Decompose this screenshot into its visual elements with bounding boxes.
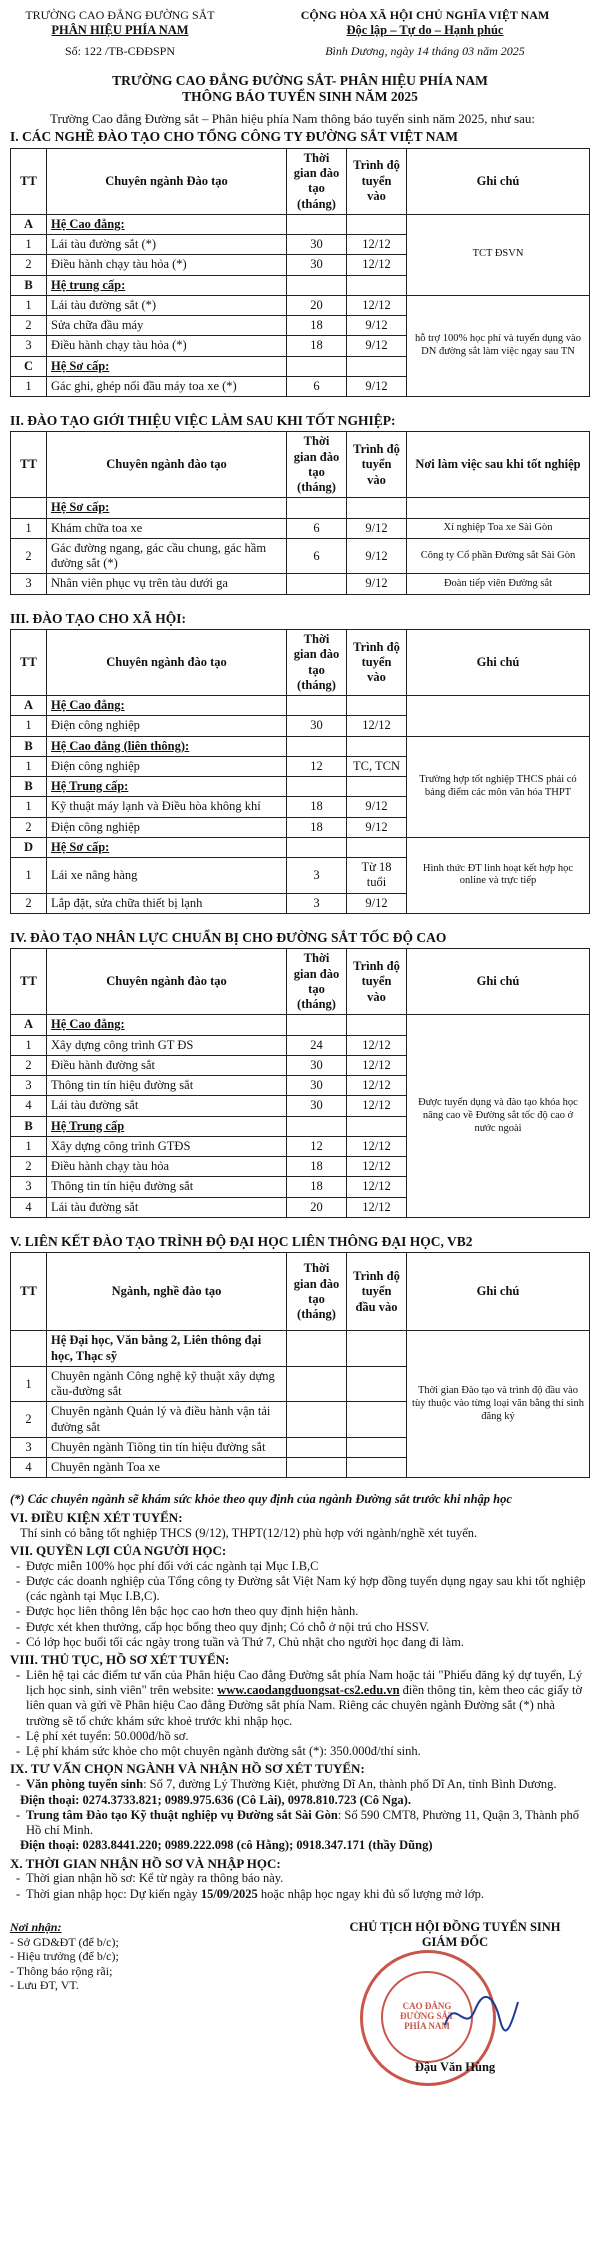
section-5-heading: V. LIÊN KẾT ĐÀO TẠO TRÌNH ĐỘ ĐẠI HỌC LIÊN THÔNG ĐẠI HỌC, VB2 xyxy=(10,1233,473,1249)
table-row xyxy=(11,538,590,574)
table-row xyxy=(11,574,590,594)
row-number: 4 xyxy=(11,1197,47,1217)
entry-level xyxy=(347,837,407,857)
table-header-row xyxy=(11,949,590,1015)
document-header xyxy=(10,8,590,59)
section-1-table xyxy=(10,148,590,397)
section-4-table xyxy=(10,948,590,1218)
program-name: Hệ Cao đẳng: xyxy=(47,1015,287,1035)
row-number: 3 xyxy=(11,1177,47,1197)
duration-months: 18 xyxy=(287,316,347,336)
entry-level: 12/12 xyxy=(347,716,407,736)
section-10 xyxy=(10,1856,590,1902)
row-number: 1 xyxy=(11,235,47,255)
recipient-item: - Sở GD&ĐT (để b/c); xyxy=(10,1934,119,1949)
col-header: Chuyên ngành đào tạo xyxy=(47,630,287,696)
row-number: 1 xyxy=(11,1035,47,1055)
program-name: Hệ trung cấp: xyxy=(47,275,287,295)
office-phone xyxy=(10,1793,590,1808)
section-6-heading: VI. ĐIỀU KIỆN XÉT TUYỂN: xyxy=(10,1509,183,1525)
row-number: A xyxy=(11,696,47,716)
duration-months: 24 xyxy=(287,1035,347,1055)
program-name: Thông tin tín hiệu đường sắt xyxy=(47,1177,287,1197)
center-phone xyxy=(10,1838,590,1853)
program-name: Hệ Sơ cấp: xyxy=(47,837,287,857)
signer-block xyxy=(320,1919,590,2074)
entry-level: 12/12 xyxy=(347,1055,407,1075)
duration-months: 3 xyxy=(287,858,347,894)
section-4-heading: IV. ĐÀO TẠO NHÂN LỰC CHUẨN BỊ CHO ĐƯỜNG SẮT TỐC ĐỘ CAO xyxy=(10,929,447,945)
duration-months: 30 xyxy=(287,716,347,736)
list-item: - Có lớp học buổi tối các ngày trong tuần và Thứ 7, Chủ nhật cho người học đang đi làm. xyxy=(26,1635,590,1650)
note-cell: Được tuyển dụng và đào tạo khóa học nâng cao về Đường sắt tốc độ cao ở nước ngoài xyxy=(407,1015,590,1218)
row-number: D xyxy=(11,837,47,857)
entry-level: 9/12 xyxy=(347,336,407,356)
health-note: (*) Các chuyên ngành sẽ khám sức khỏe theo quy định của ngành Đường sắt trước khi nhập học xyxy=(10,1492,512,1507)
entry-level: 9/12 xyxy=(347,518,407,538)
entry-level: 9/12 xyxy=(347,376,407,396)
row-number: 2 xyxy=(11,255,47,275)
program-name: Điện công nghiệp xyxy=(47,817,287,837)
program-name: Hệ Sơ cấp: xyxy=(47,498,287,518)
signer-title-2: GIÁM ĐỐC xyxy=(421,1935,489,1950)
program-name: Điện công nghiệp xyxy=(47,716,287,736)
col-header: Nơi làm việc sau khi tốt nghiệp xyxy=(407,432,590,498)
col-header: Ghi chú xyxy=(407,630,590,696)
entry-level xyxy=(347,1366,407,1402)
note-cell: Thời gian Đào tạo và trình độ đầu vào tùy thuộc vào từng loại văn bằng thí sinh đăng ký xyxy=(407,1331,590,1478)
duration-months: 20 xyxy=(287,1197,347,1217)
group-row xyxy=(11,1331,590,1367)
group-row xyxy=(11,696,590,716)
recipients-title: Nơi nhận: xyxy=(10,1919,62,1934)
entry-level: 9/12 xyxy=(347,538,407,574)
phone-numbers: : 0274.3733.821; 0989.975.636 (Cô Lài), 0978.810.723 (Cô Nga). xyxy=(75,1792,411,1807)
signer-title-1: CHỦ TỊCH HỘI ĐỒNG TUYỂN SINH xyxy=(349,1919,561,1934)
col-header: Trình độ tuyển đầu vào xyxy=(347,1253,407,1331)
duration-months: 30 xyxy=(287,1076,347,1096)
entry-level xyxy=(347,1015,407,1035)
duration-months: 3 xyxy=(287,893,347,913)
section-7-heading: VII. QUYỀN LỢI CỦA NGƯỜI HỌC: xyxy=(10,1542,227,1558)
center-label: Trung tâm Đào tạo Kỹ thuật nghiệp vụ Đường sắt Sài Gòn xyxy=(26,1807,338,1822)
col-header: TT xyxy=(11,949,47,1015)
duration-months xyxy=(287,696,347,716)
program-name: Gác ghi, ghép nối đầu máy toa xe (*) xyxy=(47,376,287,396)
program-name: Chuyên ngành Công nghệ kỹ thuật xây dựng cầu-đường sắt xyxy=(47,1366,287,1402)
procedure-list xyxy=(10,1668,590,1760)
duration-months: 18 xyxy=(287,1177,347,1197)
procedure-text: Liên hệ tại các điểm tư vấn của Phân hiệu Cao đẳng Đường sắt phía Nam hoặc tải "Phiếu đăng ký dự tuyển, Lý lịch học sinh, sinh viên" trên website: xyxy=(26,1667,583,1698)
recipients-block xyxy=(10,1920,230,1993)
duration-months: 18 xyxy=(287,1157,347,1177)
entry-level xyxy=(347,736,407,756)
program-name: Thông tin tín hiệu đường sắt xyxy=(47,1076,287,1096)
benefits-list xyxy=(10,1559,590,1651)
row-number: 3 xyxy=(11,336,47,356)
duration-months: 18 xyxy=(287,797,347,817)
group-row xyxy=(11,736,590,756)
signature-area xyxy=(10,1919,590,2074)
entry-level: 12/12 xyxy=(347,1177,407,1197)
section-9 xyxy=(10,1761,590,1853)
duration-months: 12 xyxy=(287,756,347,776)
section-1-heading: I. CÁC NGHỀ ĐÀO TẠO CHO TỔNG CÔNG TY ĐƯỜNG SẮT VIỆT NAM xyxy=(10,129,458,145)
program-name: Lái tàu đường sắt (*) xyxy=(47,295,287,315)
entry-level xyxy=(347,696,407,716)
program-name: Lái xe nâng hàng xyxy=(47,858,287,894)
nation-title: CỘNG HÒA XÃ HỘI CHỦ NGHĨA VIỆT NAM xyxy=(300,8,550,22)
entry-level xyxy=(347,777,407,797)
program-name: Lái tàu đường sắt (*) xyxy=(47,235,287,255)
entry-level: 9/12 xyxy=(347,797,407,817)
table-header-row xyxy=(11,1253,590,1331)
note-cell: Hình thức ĐT linh hoạt kết hợp học online và trực tiếp xyxy=(407,837,590,913)
table-header-row xyxy=(11,148,590,214)
duration-months: 30 xyxy=(287,1096,347,1116)
row-number: 4 xyxy=(11,1096,47,1116)
row-number: C xyxy=(11,356,47,376)
org-name: TRƯỜNG CAO ĐẲNG ĐƯỜNG SẮT xyxy=(25,8,215,22)
recipient-item: - Hiệu trưởng (để b/c); xyxy=(10,1949,119,1964)
duration-months: 20 xyxy=(287,295,347,315)
entry-level xyxy=(347,275,407,295)
col-header: Thời gian đào tạo (tháng) xyxy=(287,630,347,696)
row-number: 3 xyxy=(11,574,47,594)
program-name: Chuyên ngành Tiông tin tín hiệu đường sắt xyxy=(47,1437,287,1457)
list-item: - Được các doanh nghiệp của Tổng công ty Đường sắt Việt Nam ký hợp đồng tuyển dụng ngay sau khi tốt nghiệp (các ngành tại Mục I.B,C). xyxy=(26,1574,590,1605)
list-item xyxy=(26,1777,590,1792)
col-header: Thời gian đào tạo (tháng) xyxy=(287,148,347,214)
duration-months xyxy=(287,1015,347,1035)
program-name: Điều hành chạy tàu hỏa (*) xyxy=(47,255,287,275)
row-number: A xyxy=(11,214,47,234)
row-number: A xyxy=(11,1015,47,1035)
program-name: Điện công nghiệp xyxy=(47,756,287,776)
col-header: TT xyxy=(11,1253,47,1331)
col-header: Thời gian đào tạo (tháng) xyxy=(287,1253,347,1331)
duration-months xyxy=(287,356,347,376)
col-header: Ghi chú xyxy=(407,949,590,1015)
duration-months: 6 xyxy=(287,538,347,574)
row-number: 2 xyxy=(11,817,47,837)
program-name: Chuyên ngành Toa xe xyxy=(47,1458,287,1478)
col-header: Thời gian đào tạo (tháng) xyxy=(287,432,347,498)
row-number: B xyxy=(11,736,47,756)
duration-months xyxy=(287,1458,347,1478)
title-line-1: TRƯỜNG CAO ĐẲNG ĐƯỜNG SẮT- PHÂN HIỆU PHÍA NAM xyxy=(112,72,488,88)
list-item xyxy=(26,1668,590,1729)
signer-name: Đậu Văn Hùng xyxy=(414,2059,496,2074)
table-header-row xyxy=(11,630,590,696)
program-name: Điều hành đường sắt xyxy=(47,1055,287,1075)
workplace-cell: Đoàn tiếp viên Đường sắt xyxy=(407,574,590,594)
col-header: Thời gian đào tạo (tháng) xyxy=(287,949,347,1015)
duration-months: 30 xyxy=(287,235,347,255)
duration-months xyxy=(287,1402,347,1438)
table-row xyxy=(11,295,590,315)
program-name: Điều hành chạy tàu hỏa (*) xyxy=(47,336,287,356)
group-row xyxy=(11,214,590,234)
entry-level: 9/12 xyxy=(347,817,407,837)
office-label: Văn phòng tuyển sinh xyxy=(26,1777,144,1792)
row-number: 2 xyxy=(11,1157,47,1177)
entry-level xyxy=(347,1458,407,1478)
section-9-heading: IX. TƯ VẤN CHỌN NGÀNH VÀ NHẬN HỒ SƠ XÉT TUYỂN: xyxy=(10,1761,365,1777)
col-header: TT xyxy=(11,148,47,214)
table-header-row xyxy=(11,432,590,498)
entry-level: 12/12 xyxy=(347,1096,407,1116)
entry-level xyxy=(347,1437,407,1457)
procedure-text-cont: điền thông tin, kèm theo các giấy tờ liên quan và gửi về Phân hiệu Cao đẳng Đường sắt phía Nam. Riêng các chuyên ngành Đường sắt (*) nhà trường sẽ tổ chức khám sức khoẻ trước khi nhập học. xyxy=(26,1683,583,1728)
section-2-table xyxy=(10,431,590,594)
duration-months xyxy=(287,1366,347,1402)
entry-level: 9/12 xyxy=(347,574,407,594)
website-link[interactable]: www.caodangduongsat-cs2.edu.vn xyxy=(217,1683,400,1698)
program-name: Lái tàu đường sắt xyxy=(47,1096,287,1116)
col-header: Ghi chú xyxy=(407,1253,590,1331)
entry-level xyxy=(347,1402,407,1438)
workplace-cell xyxy=(407,498,590,518)
row-number: 1 xyxy=(11,797,47,817)
entry-level: Từ 18 tuổi xyxy=(347,858,407,894)
row-number: 1 xyxy=(11,376,47,396)
row-number: 1 xyxy=(11,716,47,736)
page-title xyxy=(10,73,590,106)
row-number: 2 xyxy=(11,316,47,336)
program-name: Điều hành chạy tàu hỏa xyxy=(47,1157,287,1177)
phone-label: Điện thoại xyxy=(20,1792,76,1807)
duration-months xyxy=(287,214,347,234)
program-name: Hệ Cao đẳng: xyxy=(47,214,287,234)
program-name: Hệ Cao đẳng (liên thông): xyxy=(47,736,287,756)
col-header: Ghi chú xyxy=(407,148,590,214)
program-name: Hệ Cao đẳng: xyxy=(47,696,287,716)
entry-level: 9/12 xyxy=(347,893,407,913)
contact-list-2 xyxy=(10,1808,590,1839)
duration-months: 12 xyxy=(287,1136,347,1156)
col-header: Trình độ tuyển vào xyxy=(347,432,407,498)
duration-months xyxy=(287,837,347,857)
entry-level xyxy=(347,498,407,518)
row-number: 2 xyxy=(11,893,47,913)
duration-months: 6 xyxy=(287,518,347,538)
title-line-2: THÔNG BÁO TUYỂN SINH NĂM 2025 xyxy=(182,88,418,104)
group-row xyxy=(11,1015,590,1035)
program-group: Hệ Đại học, Văn bằng 2, Liên thông đại học, Thạc sỹ xyxy=(47,1331,287,1367)
row-number: 1 xyxy=(11,295,47,315)
row-number: 2 xyxy=(11,1402,47,1438)
program-name: Hệ Trung cấp: xyxy=(47,777,287,797)
entry-level xyxy=(347,1116,407,1136)
schedule-list xyxy=(10,1871,590,1902)
program-name: Chuyên ngành Quản lý và điều hành vận tải đường sắt xyxy=(47,1402,287,1438)
duration-months xyxy=(287,275,347,295)
entry-level: 12/12 xyxy=(347,1035,407,1055)
section-8 xyxy=(10,1652,590,1759)
list-item: - Lệ phí xét tuyển: 50.000đ/hồ sơ. xyxy=(26,1729,590,1744)
note-cell: hỗ trợ 100% học phí và tuyển dụng vào DN đường sắt làm việc ngay sau TN xyxy=(407,295,590,396)
program-name: Hệ Sơ cấp: xyxy=(47,356,287,376)
row-number: 3 xyxy=(11,1437,47,1457)
row-number: 4 xyxy=(11,1458,47,1478)
row-number: B xyxy=(11,1116,47,1136)
phone-label: Điện thoại xyxy=(20,1838,76,1853)
row-number: B xyxy=(11,275,47,295)
program-name: Nhân viên phục vụ trên tàu dưới ga xyxy=(47,574,287,594)
duration-months xyxy=(287,777,347,797)
list-item: - Được xét khen thưởng, cấp học bổng theo quy định; Có chỗ ở nội trú cho HSSV. xyxy=(26,1620,590,1635)
duration-months xyxy=(287,1331,347,1367)
row-number: 1 xyxy=(11,1136,47,1156)
row-number: 2 xyxy=(11,538,47,574)
col-header: TT xyxy=(11,630,47,696)
duration-months xyxy=(287,736,347,756)
branch-name: PHÂN HIỆU PHÍA NAM xyxy=(51,22,189,37)
entry-level: 12/12 xyxy=(347,1076,407,1096)
nation-motto: Độc lập – Tự do – Hạnh phúc xyxy=(346,22,504,37)
document-number: Số: 122 /TB-CĐĐSPN xyxy=(64,43,176,58)
row-number: 2 xyxy=(11,1055,47,1075)
program-name: Xây dựng công trình GTĐS xyxy=(47,1136,287,1156)
program-name: Hệ Trung cấp xyxy=(47,1116,287,1136)
entry-level: 12/12 xyxy=(347,295,407,315)
program-name: Gác đường ngang, gác cầu chung, gác hầm đường sắt (*) xyxy=(47,538,287,574)
row-number: 1 xyxy=(11,756,47,776)
col-header: Chuyên ngành đào tạo xyxy=(47,949,287,1015)
section-6 xyxy=(10,1510,590,1541)
duration-months xyxy=(287,1116,347,1136)
duration-months xyxy=(287,574,347,594)
entry-level: 12/12 xyxy=(347,235,407,255)
section-3-table xyxy=(10,629,590,914)
row-number: 1 xyxy=(11,1366,47,1402)
nation-block xyxy=(260,8,590,59)
program-name: Khám chữa toa xe xyxy=(47,518,287,538)
recipient-item: - Lưu ĐT, VT. xyxy=(10,1978,79,1993)
section-7 xyxy=(10,1543,590,1650)
duration-months: 6 xyxy=(287,376,347,396)
entry-level: 12/12 xyxy=(347,1157,407,1177)
row-number xyxy=(11,498,47,518)
entry-level: 12/12 xyxy=(347,1197,407,1217)
group-row xyxy=(11,837,590,857)
duration-months: 18 xyxy=(287,336,347,356)
entry-level xyxy=(347,214,407,234)
col-header: Trình độ tuyển vào xyxy=(347,949,407,1015)
office-address: : Số 7, đường Lý Thường Kiệt, phường Dĩ An, thành phố Dĩ An, tỉnh Bình Dương. xyxy=(143,1777,557,1792)
note-cell xyxy=(407,696,590,737)
list-item: - Thời gian nhận hồ sơ: Kể từ ngày ra thông báo này. xyxy=(26,1871,590,1886)
section-3-heading: III. ĐÀO TẠO CHO XÃ HỘI: xyxy=(10,610,187,626)
program-name: Sửa chữa đầu máy xyxy=(47,316,287,336)
duration-months xyxy=(287,1437,347,1457)
phone-numbers: : 0283.8441.220; 0989.222.098 (cô Hằng); 0918.347.171 (thầy Dũng) xyxy=(75,1838,433,1853)
entry-level: 12/12 xyxy=(347,255,407,275)
row-number: 3 xyxy=(11,1076,47,1096)
workplace-cell: Xí nghiệp Toa xe Sài Gòn xyxy=(407,518,590,538)
list-item xyxy=(26,1887,590,1902)
contact-list xyxy=(10,1777,590,1792)
section-2-heading: II. ĐÀO TẠO GIỚI THIỆU VIỆC LÀM SAU KHI TỐT NGHIỆP: xyxy=(10,413,396,429)
recipient-item: - Thông báo rộng rãi; xyxy=(10,1963,113,1978)
seal-text: CAO ĐẲNG ĐƯỜNG SẮT PHÍA NAM xyxy=(381,1971,473,2063)
list-item xyxy=(26,1808,590,1839)
entry-level: 9/12 xyxy=(347,316,407,336)
org-block xyxy=(10,8,230,59)
entry-level xyxy=(347,1331,407,1367)
row-number xyxy=(11,1331,47,1367)
col-header: Ngành, nghề đào tạo xyxy=(47,1253,287,1331)
section-5-table xyxy=(10,1252,590,1478)
list-item: - Được học liên thông lên bậc học cao hơn theo quy định hiện hành. xyxy=(26,1604,590,1619)
program-name: Kỹ thuật máy lạnh và Điều hòa không khí xyxy=(47,797,287,817)
entry-level: 12/12 xyxy=(347,1136,407,1156)
col-header: Chuyên ngành đào tạo xyxy=(47,432,287,498)
enroll-date: 15/09/2025 xyxy=(200,1886,258,1901)
program-name: Xây dựng công trình GT ĐS xyxy=(47,1035,287,1055)
row-number: 1 xyxy=(11,858,47,894)
entry-level: TC, TCN xyxy=(347,756,407,776)
group-row xyxy=(11,498,590,518)
duration-months: 18 xyxy=(287,817,347,837)
enroll-text-cont: hoặc nhập học ngay khi đủ số lượng mở lớp. xyxy=(257,1886,484,1901)
note-cell: TCT ĐSVN xyxy=(407,214,590,295)
section-10-heading: X. THỜI GIAN NHẬN HỒ SƠ VÀ NHẬP HỌC: xyxy=(10,1855,281,1871)
duration-months: 30 xyxy=(287,255,347,275)
center-address: : Số 590 CMT8, Phường 11, Quận 3, Thành phố Hồ chí Minh. xyxy=(26,1807,579,1838)
workplace-cell: Công ty Cổ phần Đường sắt Sài Gòn xyxy=(407,538,590,574)
program-name: Lái tàu đường sắt xyxy=(47,1197,287,1217)
program-name: Lắp đặt, sửa chữa thiết bị lạnh xyxy=(47,893,287,913)
duration-months: 30 xyxy=(287,1055,347,1075)
col-header: Chuyên ngành Đào tạo xyxy=(47,148,287,214)
row-number: 1 xyxy=(11,518,47,538)
date-line: Bình Dương, ngày 14 tháng 03 năm 2025 xyxy=(325,43,525,58)
col-header: Trình độ tuyển vào xyxy=(347,148,407,214)
list-item: - Được miễn 100% học phí đối với các ngành tại Mục I.B,C xyxy=(26,1559,590,1574)
row-number: B xyxy=(11,777,47,797)
list-item: - Lệ phí khám sức khỏe cho một chuyên ngành đường sắt (*): 350.000đ/thí sinh. xyxy=(26,1744,590,1759)
intro-text: Trường Cao đẳng Đường sắt – Phân hiệu phía Nam thông báo tuyển sinh năm 2025, như sau: xyxy=(50,111,536,127)
duration-months xyxy=(287,498,347,518)
entry-level xyxy=(347,356,407,376)
enroll-text: Thời gian nhập học: Dự kiến ngày xyxy=(26,1886,201,1901)
table-row xyxy=(11,518,590,538)
col-header: TT xyxy=(11,432,47,498)
col-header: Trình độ tuyển vào xyxy=(347,630,407,696)
note-cell: Trường hợp tốt nghiệp THCS phải có bảng điểm các môn văn hóa THPT xyxy=(407,736,590,837)
section-8-heading: VIII. THỦ TỤC, HỒ SƠ XÉT TUYỂN: xyxy=(10,1652,230,1668)
section-6-text: Thí sinh có bằng tốt nghiệp THCS (9/12), THPT(12/12) phù hợp với ngành/nghề xét tuyển. xyxy=(20,1525,478,1540)
signature-icon xyxy=(440,1990,520,2040)
